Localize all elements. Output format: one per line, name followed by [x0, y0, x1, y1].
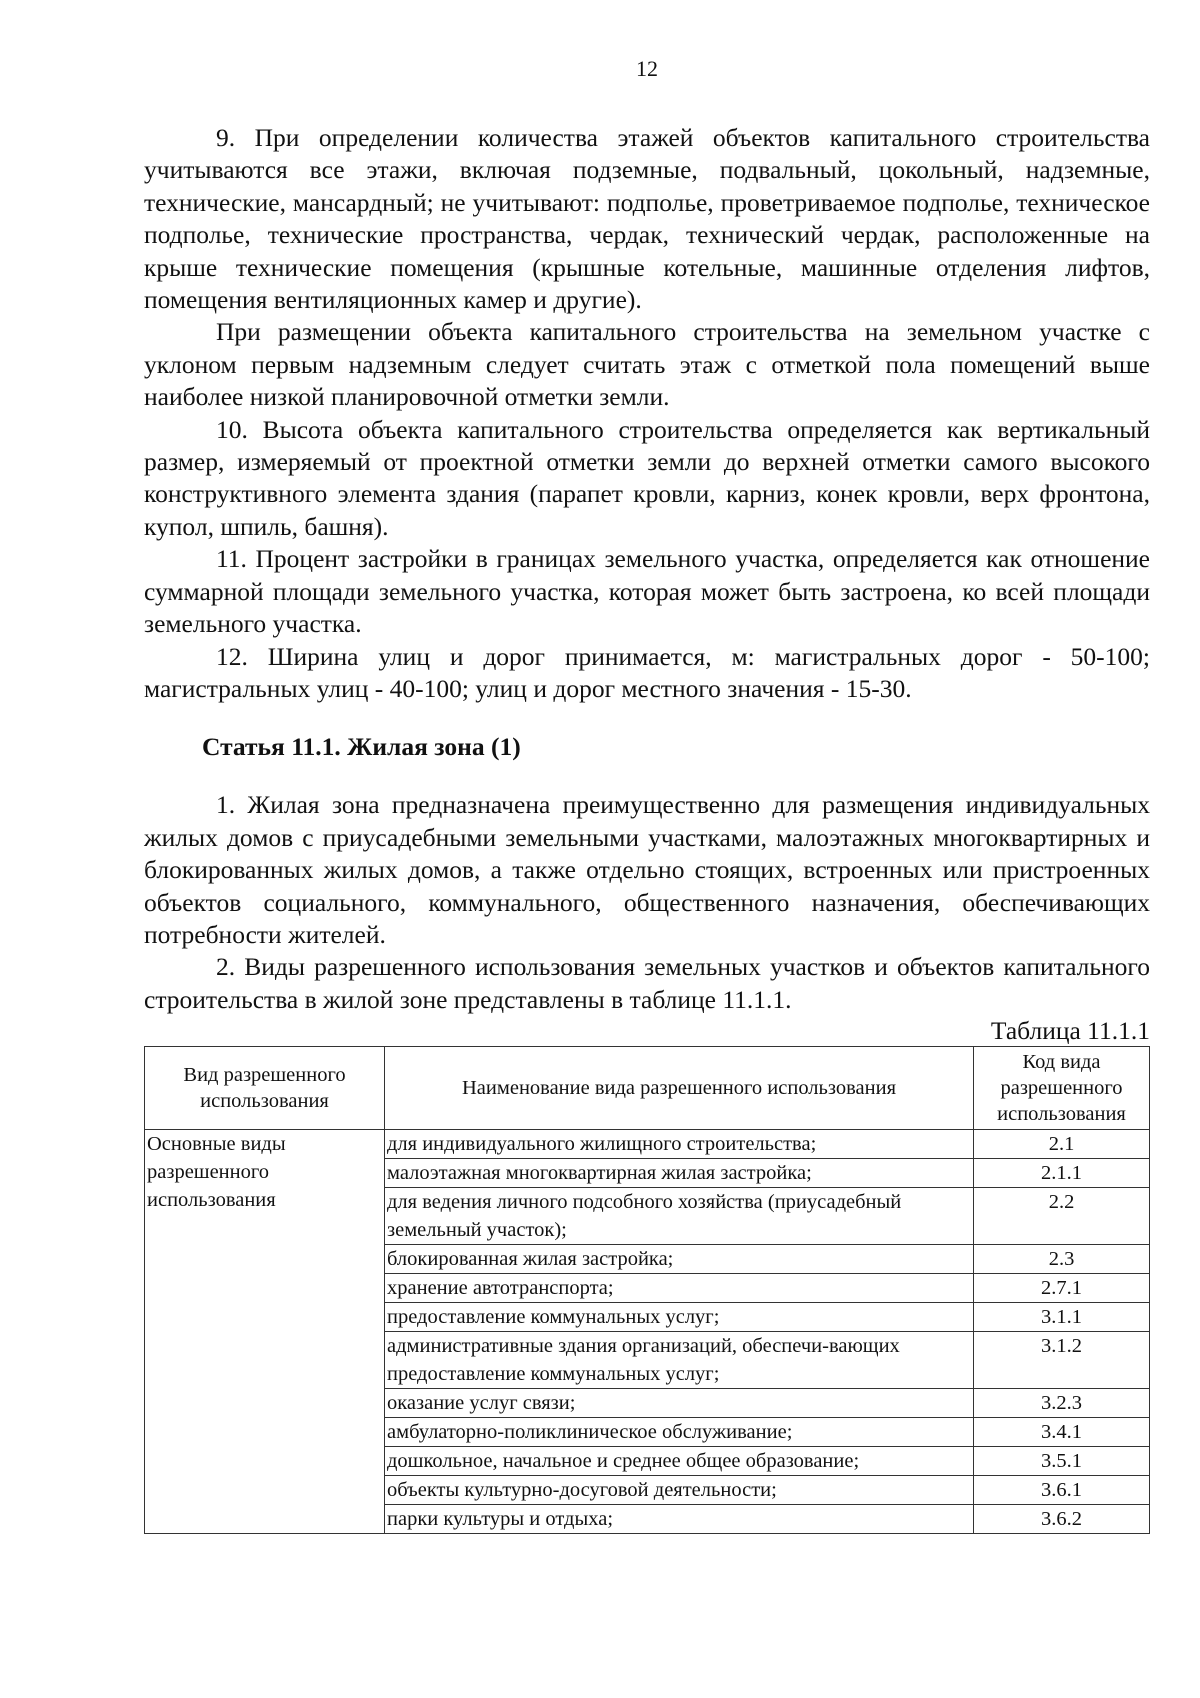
use-name-cell: для ведения личного подсобного хозяйства (приусадебный земельный участок); [385, 1188, 974, 1245]
use-name-cell: хранение автотранспорта; [385, 1274, 974, 1303]
use-code-cell: 3.6.1 [974, 1476, 1150, 1505]
paragraph-11: 11. Процент застройки в границах земельного участка, определяется как отношение суммарной площади земельного участка, которая может быть застроена, ко всей площади земельного участка. [144, 544, 1150, 639]
use-name-cell: амбулаторно-поликлиническое обслуживание; [385, 1418, 974, 1447]
table-caption: Таблица 11.1.1 [990, 1016, 1150, 1046]
paragraph-10: 10. Высота объекта капитального строительства определяется как вертикальный размер, измеряемый от проектной отметки земли до верхней отметки самого высокого конструктивного элемента здания (парапет кровли, карниз, конек кровли, верх фронтона, купол, шпиль, башня). [144, 414, 1150, 541]
use-code-cell: 3.1.2 [974, 1332, 1150, 1389]
paragraph-zone-2: 2. Виды разрешенного использования земельных участков и объектов капитального строительства в жилой зоне представлены в таблице 11.1.1. [144, 952, 1150, 1014]
use-code-cell: 2.2 [974, 1188, 1150, 1245]
use-name-cell: предоставление коммунальных услуг; [385, 1303, 974, 1332]
table-header-row [145, 1047, 1150, 1130]
body-text-bottom [144, 789, 1150, 1016]
header-use-code: Код вида разрешенного использования [974, 1047, 1150, 1130]
group-label-cell: Основные виды разрешенного использования [145, 1130, 385, 1534]
use-code-cell: 2.1 [974, 1130, 1150, 1159]
use-name-cell: оказание услуг связи; [385, 1389, 974, 1418]
table-body [145, 1130, 1150, 1534]
use-name-cell: парки культуры и отдыха; [385, 1505, 974, 1534]
permitted-use-table [144, 1046, 1150, 1534]
use-code-cell: 3.5.1 [974, 1447, 1150, 1476]
header-use-name: Наименование вида разрешенного использования [385, 1047, 974, 1130]
article-heading: Статья 11.1. Жилая зона (1) [202, 732, 521, 762]
use-code-cell: 3.4.1 [974, 1418, 1150, 1447]
use-code-cell: 3.2.3 [974, 1389, 1150, 1418]
use-code-cell: 3.6.2 [974, 1505, 1150, 1534]
body-text-top [144, 122, 1150, 705]
paragraph-slope: При размещении объекта капитального строительства на земельном участке с уклоном первым надземным следует считать этаж с отметкой пола помещений выше наиболее низкой планировочной отметки земли. [144, 317, 1150, 412]
use-code-cell: 2.7.1 [974, 1274, 1150, 1303]
use-name-cell: объекты культурно-досуговой деятельности; [385, 1476, 974, 1505]
use-name-cell: для индивидуального жилищного строительства; [385, 1130, 974, 1159]
paragraph-9: 9. При определении количества этажей объектов капитального строительства учитываются все этажи, включая подземные, подвальный, цокольный, надземные, технические, мансардный; не учитывают: подполье, проветриваемое подполье, техническое подполье, технические пространства, чердак, технический чердак, расположенные на крыше технические помещения (крышные котельные, машинные отделения лифтов, помещения вентиляционных камер и другие). [144, 123, 1150, 315]
use-name-cell: административные здания организаций, обеспечи-вающих предоставление коммунальных услуг; [385, 1332, 974, 1389]
use-code-cell: 2.1.1 [974, 1159, 1150, 1188]
use-code-cell: 3.1.1 [974, 1303, 1150, 1332]
use-code-cell: 2.3 [974, 1245, 1150, 1274]
use-name-cell: малоэтажная многоквартирная жилая застройка; [385, 1159, 974, 1188]
table-row [145, 1130, 1150, 1159]
header-use-type: Вид разрешенного использования [145, 1047, 385, 1130]
paragraph-zone-1: 1. Жилая зона предназначена преимущественно для размещения индивидуальных жилых домов с приусадебными земельными участками, малоэтажных многоквартирных и блокированных жилых домов, а также отдельно стоящих, встроенных или пристроенных объектов социального, коммунального, общественного назначения, обеспечивающих потребности жителей. [144, 790, 1150, 949]
paragraph-12: 12. Ширина улиц и дорог принимается, м: магистральных дорог - 50-100; магистральных улиц - 40-100; улиц и дорог местного значения - 15-30. [144, 641, 1150, 703]
use-name-cell: дошкольное, начальное и среднее общее образование; [385, 1447, 974, 1476]
use-name-cell: блокированная жилая застройка; [385, 1245, 974, 1274]
page-number: 12 [636, 56, 658, 81]
